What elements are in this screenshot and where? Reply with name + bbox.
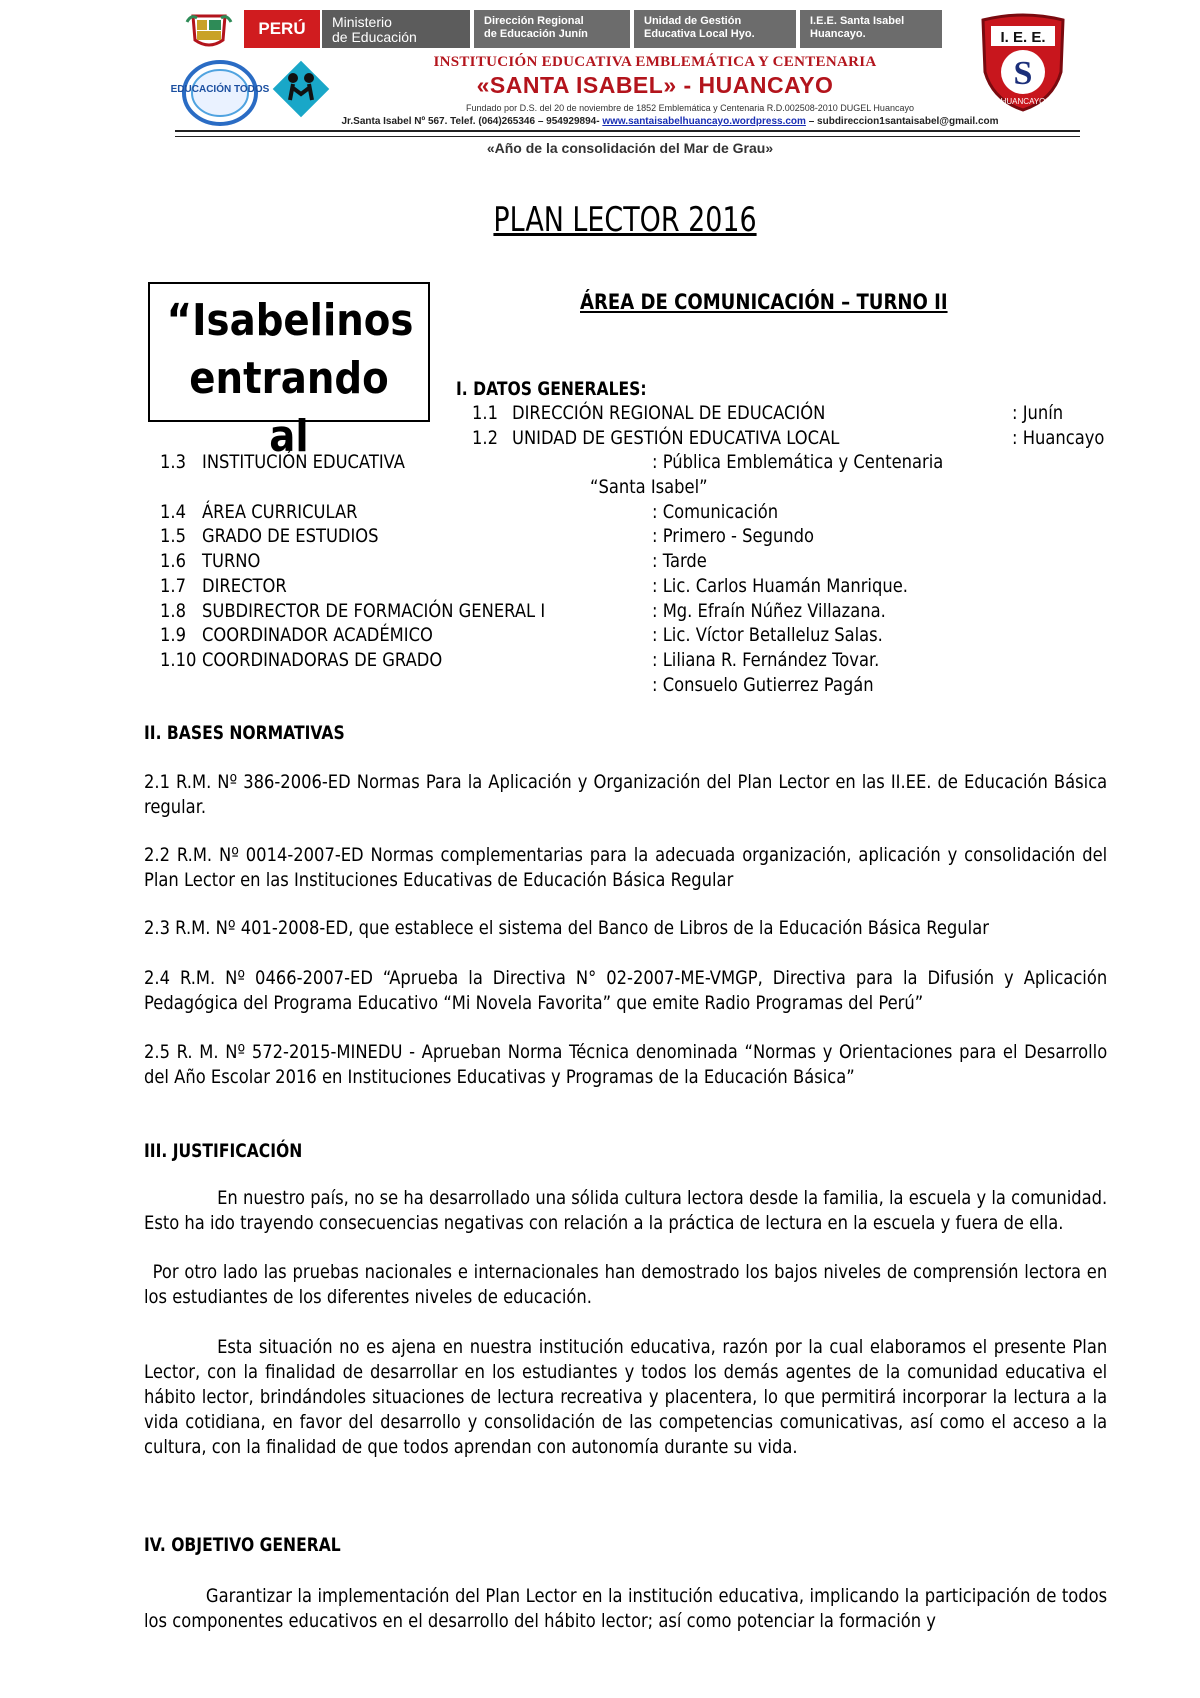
section-1-heading: I. DATOS GENERALES: <box>456 378 647 400</box>
dre-label: Dirección Regional de Educación Junín <box>474 10 630 48</box>
list-item-value: : Tarde <box>652 550 707 572</box>
list-item-label: INSTITUCIÓN EDUCATIVA <box>202 451 405 473</box>
norm-item: 2.1 R.M. Nº 386-2006-ED Normas Para la Aplicación y Organización del Plan Lector en las II.EE. de Educación Básica regular. <box>144 771 1108 818</box>
list-item-value: : Primero - Segundo <box>652 525 815 547</box>
svg-text:S: S <box>1013 55 1033 92</box>
peru-coat-of-arms-icon <box>185 12 233 52</box>
list-item-value: : Comunicación <box>652 501 779 523</box>
norm-item: 2.4 R.M. Nº 0466-2007-ED “Aprueba la Directiva N° 02-2007-ME-VMGP, Directiva para la Difusión y Aplicación Pedagógica del Programa Educativo “Mi Novela Favorita” que emite Radio Programas del Perú” <box>144 967 1108 1014</box>
list-item-num: 1.7 <box>160 575 186 597</box>
list-item-value: : Liliana R. Fernández Tovar. <box>652 649 880 671</box>
list-item-num: 1.8 <box>160 600 186 622</box>
list-item-num: 1.9 <box>160 624 186 646</box>
svg-text:HUANCAYO: HUANCAYO <box>1000 97 1046 106</box>
institution-name: «SANTA ISABEL» - HUANCAYO <box>476 72 834 98</box>
list-item-value: : Lic. Carlos Huamán Manrique. <box>652 575 908 597</box>
list-item-label: UNIDAD DE GESTIÓN EDUCATIVA LOCAL <box>512 427 840 449</box>
svg-text:EDUCACIÓN TODOS: EDUCACIÓN TODOS <box>170 84 270 95</box>
iee-label: I.E.E. Santa Isabel Huancayo. <box>800 10 942 48</box>
area-title: ÁREA DE COMUNICACIÓN – TURNO II <box>580 290 948 314</box>
objective-paragraph: Garantizar la implementación del Plan Lector en la institución educativa, implicando la participación de todos los componentes educativos en el desarrollo del hábito lector; así como potenciar la formación y <box>144 1585 1108 1632</box>
list-item-num: 1.4 <box>160 501 186 523</box>
list-item-num: 1.5 <box>160 525 186 547</box>
list-item-label: COORDINADORAS DE GRADO <box>202 649 443 671</box>
list-item-num: 1.3 <box>160 451 186 473</box>
list-item-value: : Pública Emblemática y Centenaria <box>652 451 944 473</box>
founded-line: Fundado por D.S. del 20 de noviembre de 1852 Emblemática y Centenaria R.D.002508-2010 DUGEL Huancayo <box>466 103 914 113</box>
ugel-label: Unidad de Gestión Educativa Local Hyo. <box>634 10 796 48</box>
list-item-label: ÁREA CURRICULAR <box>202 501 358 523</box>
list-item-label: DIRECTOR <box>202 575 287 597</box>
address-line: Jr.Santa Isabel Nº 567. Telef. (064)265346 – 954929894- www.santaisabelhuancayo.wordpress.com – subdireccion1santaisabel@gmail.com <box>341 116 999 127</box>
year-motto: «Año de la consolidación del Mar de Grau» <box>486 140 774 156</box>
peru-label: PERÚ <box>244 10 320 48</box>
section-4-heading: IV. OBJETIVO GENERAL <box>144 1534 341 1556</box>
list-item-label: TURNO <box>202 550 261 572</box>
page-title: PLAN LECTOR 2016 <box>493 200 757 240</box>
list-item-label: DIRECCIÓN REGIONAL DE EDUCACIÓN <box>512 402 826 424</box>
list-item-value-cont: : Consuelo Gutierrez Pagán <box>652 674 874 696</box>
ministry-label: Ministerio de Educación <box>322 10 470 48</box>
justification-paragraph: Esta situación no es ajena en nuestra institución educativa, razón por la cual elaboramos el presente Plan Lector, con la finalidad de desarrollar en los estudiantes y todos los demás agentes de la comunidad educativa el hábito lector, brindándoles situaciones de lectura recreativa y placentera, lo que permitirá incorporar la lectura a la vida cotidiana, en favor del desarrollo y consolidación de las competencias comunicativas, así como el acceso a la cultura, con la finalidad de que todos aprendan con autonomía durante su vida. <box>144 1336 1108 1458</box>
list-item-num: 1.6 <box>160 550 186 572</box>
website-link[interactable]: www.santaisabelhuancayo.wordpress.com <box>602 116 806 127</box>
norm-item: 2.5 R. M. Nº 572-2015-MINEDU - Aprueban Norma Técnica denominada “Normas y Orientaciones para el Desarrollo del Año Escolar 2016 en Instituciones Educativas y Programas de la Educación Básica” <box>144 1041 1108 1088</box>
svg-text:I. E. E.: I. E. E. <box>1000 29 1046 46</box>
iee-santa-isabel-shield-icon <box>973 12 1073 112</box>
list-item-num: 1.2 <box>472 427 498 449</box>
justification-paragraph: Por otro lado las pruebas nacionales e internacionales han demostrado los bajos niveles de comprensión lectora en los estudiantes de los diferentes niveles de educación. <box>144 1261 1108 1308</box>
section-3-heading: III. JUSTIFICACIÓN <box>144 1140 303 1162</box>
list-item-value-cont: “Santa Isabel” <box>590 476 708 498</box>
list-item-num: 1.10 <box>160 649 197 671</box>
list-item-value: : Huancayo <box>1012 427 1105 449</box>
list-item-value: : Lic. Víctor Betalleluz Salas. <box>652 624 883 646</box>
list-item-label: SUBDIRECTOR DE FORMACIÓN GENERAL I <box>202 600 546 622</box>
list-item-value: : Mg. Efraín Núñez Villazana. <box>652 600 886 622</box>
list-item-num: 1.1 <box>472 402 498 424</box>
section-2-heading: II. BASES NORMATIVAS <box>144 722 345 744</box>
list-item-value: : Junín <box>1012 402 1064 424</box>
education-for-all-logo-icon <box>170 58 270 128</box>
institution-type: INSTITUCIÓN EDUCATIVA EMBLEMÁTICA Y CENTENARIA <box>433 54 877 70</box>
list-item-label: GRADO DE ESTUDIOS <box>202 525 379 547</box>
norm-item: 2.3 R.M. Nº 401-2008-ED, que establece el sistema del Banco de Libros de la Educación Básica Regular <box>144 917 989 939</box>
motto-text: “Isabelinos entrando al <box>166 295 414 462</box>
justification-paragraph: En nuestro país, no se ha desarrollado una sólida cultura lectora desde la familia, la escuela y la comunidad. Esto ha ido trayendo consecuencias negativas con relación a la práctica de lectura en la escuela y fuera de ella. <box>144 1187 1108 1234</box>
norm-item: 2.2 R.M. Nº 0014-2007-ED Normas complementarias para la adecuada organización, aplicación y consolidación del Plan Lector en las Instituciones Educativas de Educación Básica Regular <box>144 844 1108 891</box>
list-item-label: COORDINADOR ACADÉMICO <box>202 624 433 646</box>
header-divider <box>175 130 1080 137</box>
